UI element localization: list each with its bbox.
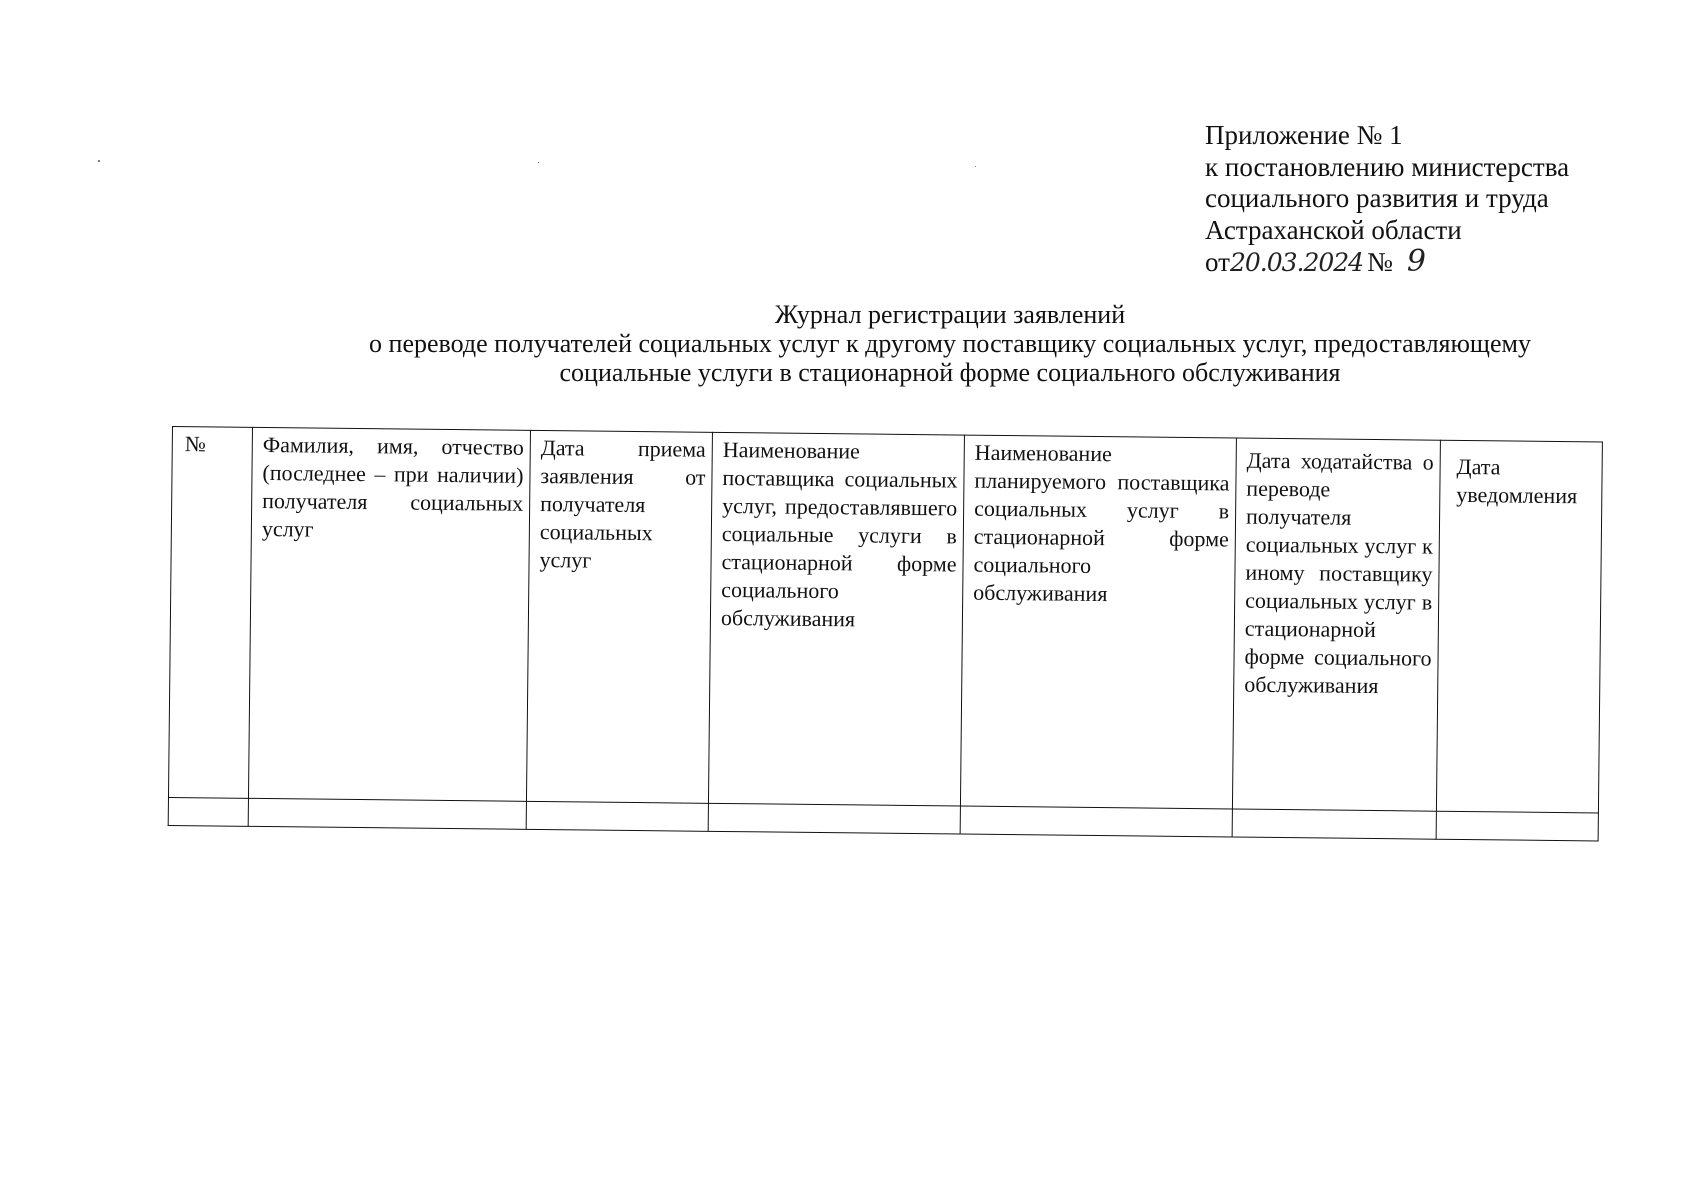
table-cell	[1232, 809, 1436, 839]
header-cell-notice-date: Дата уведомления	[1436, 440, 1602, 813]
handwritten-number: 9	[1406, 244, 1425, 279]
table-cell	[960, 806, 1232, 837]
document-title	[280, 300, 1620, 387]
handwritten-date: 20.03.2024	[1229, 248, 1364, 277]
scan-speck	[975, 166, 976, 167]
appendix-title: Приложение № 1	[1205, 120, 1403, 150]
table-cell	[248, 798, 526, 829]
scan-speck	[98, 160, 100, 162]
table-header-row	[168, 427, 1602, 813]
table-cell	[1436, 811, 1598, 841]
date-prefix: от	[1205, 247, 1230, 277]
header-cell-previous-provider: Наименование поставщика социальных услуг, предоставлявшего социальные услуги в стационарной форме социального обслуживания	[708, 432, 964, 806]
header-cell-planned-provider: Наименование планируемого поставщика социальных услуг в стационарной форме социального обслуживания	[960, 435, 1236, 809]
header-cell-petition-date: Дата ходатайства о переводе получателя социальных услуг к иному поставщику социальных услуг в стационарной форме социального обслуживания	[1232, 438, 1440, 811]
table-cell	[526, 801, 708, 831]
title-line: о переводе получателей социальных услуг к другому поставщику социальных услуг, предоставляющему	[369, 329, 1531, 358]
appendix-block	[1205, 120, 1569, 279]
header-cell-application-date: Дата приема заявления от получателя социальных услуг	[526, 430, 712, 803]
title-line: Журнал регистрации заявлений	[774, 300, 1126, 329]
table-cell	[168, 797, 248, 826]
title-line: социальные услуги в стационарной форме социального обслуживания	[559, 358, 1341, 387]
header-cell-number: №	[168, 427, 252, 799]
appendix-line: Астраханской области	[1205, 214, 1462, 245]
table-cell	[708, 803, 960, 834]
appendix-date-line	[1205, 246, 1569, 279]
appendix-line: социального развития и труда	[1205, 183, 1549, 213]
journal-table	[168, 426, 1603, 841]
appendix-line: к постановлению министерства	[1205, 151, 1570, 182]
header-cell-fio: Фамилия, имя, отчество (последнее – при наличии) получателя социальных услуг	[248, 427, 530, 801]
number-prefix: №	[1367, 247, 1393, 277]
journal-table-wrap	[168, 426, 1603, 841]
scan-speck	[538, 162, 539, 163]
